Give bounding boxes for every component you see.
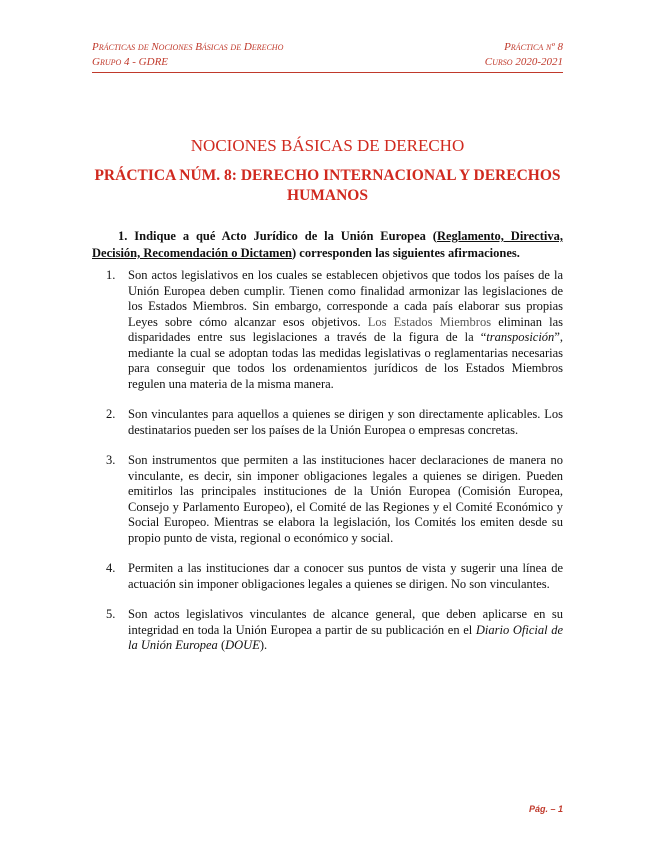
item-text: eliminan las disparidades entre sus legislaciones a través de la figura de la “ (128, 314, 563, 344)
question-suffix: ) corresponden las siguientes afirmaciones. (291, 246, 520, 260)
item-italic: Diario Oficial de la Unión Europea (128, 622, 564, 652)
header-group: Grupo 4 - GDRE (92, 56, 169, 68)
item-text: Son instrumentos que permiten a las instituciones hacer declaraciones de manera no vinculante, es decir, sin imponer obligaciones legales a quienes se dirigen. Pueden emitirlos las principales instituciones de la Unión Europea (Comisión Europea, Consejo y Parlamento Europeo), el Comité de las Regiones y el Comité Económico y Social Europeo. Mientras se elabora la legislación, los Comités los emiten desde su propio punto de vista, regional o económico y social. (128, 453, 563, 545)
item-text: ( (217, 638, 226, 652)
item-text: Son actos legislativos vinculantes de alcance general, que deben aplicarse en su integridad en toda la Unión Europea a partir de su publicación en el (128, 607, 563, 637)
item-number: 1. (106, 268, 116, 282)
page-header (92, 40, 563, 70)
item-number: 2. (106, 407, 116, 421)
item-number: 5. (106, 607, 116, 621)
practice-subtitle: PRÁCTICA NÚM. 8: DERECHO INTERNACIONAL Y DERECHOS HUMANOS (94, 167, 561, 204)
item-text: ). (259, 638, 268, 652)
item-italic: transposición (486, 330, 555, 344)
question-statement (92, 228, 563, 262)
header-divider (92, 72, 563, 73)
question-options: Reglamento, Directiva, Decisión, Recomendación o Dictamen (92, 229, 563, 260)
item-text: ”, mediante la cual se adoptan todas las medidas legislativas o reglamentarias necesarias para conseguir que todos los ordenamientos jurídicos de los Estados Miembros regulen una materia de la misma manera. (128, 330, 563, 391)
list-item (106, 268, 563, 392)
item-text: Son vinculantes para aquellos a quienes se dirigen y son directamente aplicables. Los destinatarios pueden ser los países de la Unión Europea o empresas concretas. (128, 407, 563, 437)
header-practice-number: Práctica nº 8 (504, 41, 563, 53)
page-number: Pág. – 1 (528, 804, 563, 814)
list-item (106, 407, 563, 438)
header-academic-year: Curso 2020-2021 (484, 56, 563, 68)
statements-list (106, 268, 563, 669)
item-highlight: Los Estados Miembros (367, 314, 492, 329)
list-item (106, 607, 563, 654)
header-course-name: Prácticas de Nociones Básicas de Derecho (92, 41, 284, 53)
document-title: NOCIONES BÁSICAS DE DERECHO (190, 136, 465, 155)
item-number: 4. (106, 561, 116, 575)
item-number: 3. (106, 453, 116, 467)
item-text: Permiten a las instituciones dar a conocer sus puntos de vista y sugerir una línea de actuación sin imponer obligaciones legales a quienes se dirigen. No son vinculantes. (128, 561, 563, 591)
item-text: Son actos legislativos en los cuales se establecen objetivos que todos los países de la Unión Europea deben cumplir. Tienen como finalidad armonizar las legislaciones de los Estados Miembros. Sin embargo, corresponde a cada país elaborar sus propias Leyes sobre cómo alcanzar esos objetivos. (128, 268, 563, 329)
item-italic: DOUE (225, 638, 260, 652)
question-prefix: 1. Indique a qué Acto Jurídico de la Unión Europea ( (118, 229, 437, 243)
list-item (106, 561, 563, 592)
list-item (106, 453, 563, 546)
